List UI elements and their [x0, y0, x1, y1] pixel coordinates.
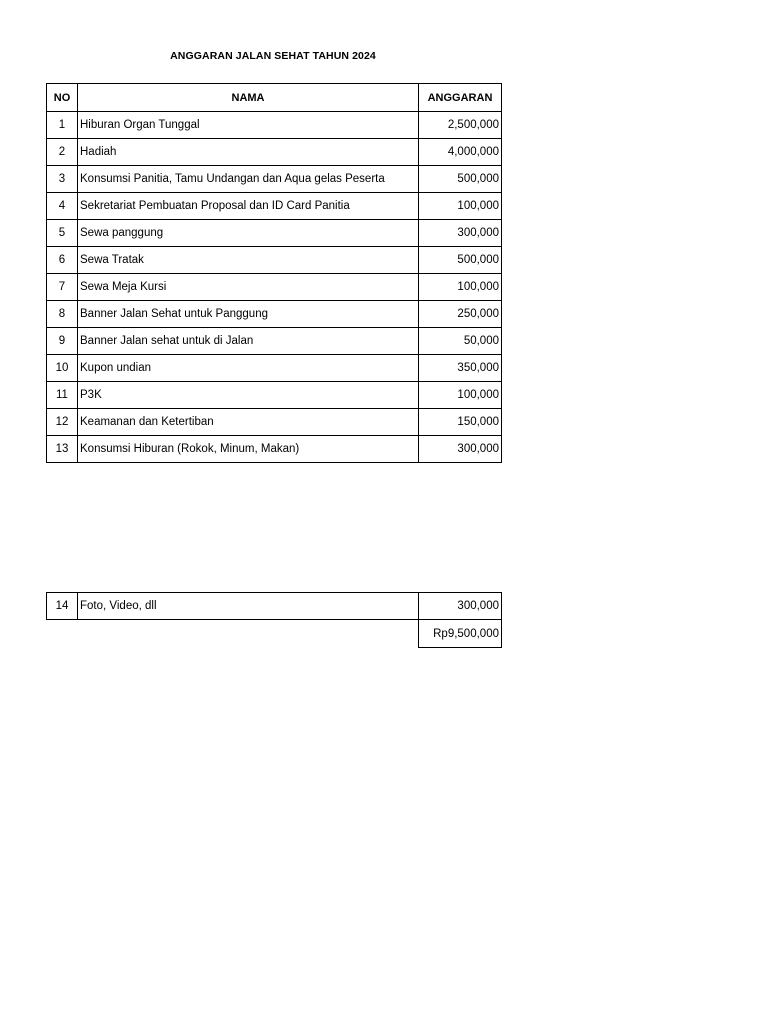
- row-no: 3: [47, 166, 78, 193]
- table-row: [47, 193, 502, 220]
- table-row: [47, 112, 502, 139]
- row-no: 4: [47, 193, 78, 220]
- row-nama: Banner Jalan Sehat untuk Panggung: [78, 301, 419, 328]
- row-anggaran: 350,000: [419, 355, 502, 382]
- extra-table: [46, 592, 502, 648]
- row-no: 5: [47, 220, 78, 247]
- row-anggaran: 2,500,000: [419, 112, 502, 139]
- row-anggaran: 150,000: [419, 409, 502, 436]
- header-anggaran: ANGGARAN: [419, 84, 502, 112]
- row-anggaran: 100,000: [419, 274, 502, 301]
- budget-table: [46, 83, 502, 463]
- row-anggaran: 300,000: [419, 593, 502, 620]
- total-row: [47, 620, 502, 648]
- row-no: 13: [47, 436, 78, 463]
- table-row: [47, 328, 502, 355]
- row-nama: Hiburan Organ Tunggal: [78, 112, 419, 139]
- table-row: [47, 301, 502, 328]
- table-row: [47, 166, 502, 193]
- blank-cell: [78, 620, 419, 648]
- row-anggaran: 4,000,000: [419, 139, 502, 166]
- row-nama: Sewa Meja Kursi: [78, 274, 419, 301]
- row-anggaran: 250,000: [419, 301, 502, 328]
- row-nama: Konsumsi Panitia, Tamu Undangan dan Aqua gelas Peserta: [78, 166, 419, 193]
- row-nama: Sewa Tratak: [78, 247, 419, 274]
- table-row: [47, 409, 502, 436]
- row-nama: P3K: [78, 382, 419, 409]
- blank-cell: [47, 620, 78, 648]
- row-nama: Banner Jalan sehat untuk di Jalan: [78, 328, 419, 355]
- row-no: 11: [47, 382, 78, 409]
- row-nama: Kupon undian: [78, 355, 419, 382]
- table-row: [47, 382, 502, 409]
- row-anggaran: 100,000: [419, 193, 502, 220]
- row-nama: Keamanan dan Ketertiban: [78, 409, 419, 436]
- row-no: 7: [47, 274, 78, 301]
- row-anggaran: 300,000: [419, 220, 502, 247]
- total-amount: Rp9,500,000: [419, 620, 502, 648]
- row-anggaran: 100,000: [419, 382, 502, 409]
- table-header-row: [47, 84, 502, 112]
- header-no: NO: [47, 84, 78, 112]
- table-row: [47, 355, 502, 382]
- table-row: [47, 593, 502, 620]
- row-no: 9: [47, 328, 78, 355]
- row-nama: Konsumsi Hiburan (Rokok, Minum, Makan): [78, 436, 419, 463]
- row-anggaran: 500,000: [419, 247, 502, 274]
- table-row: [47, 247, 502, 274]
- row-no: 14: [47, 593, 78, 620]
- table-row: [47, 220, 502, 247]
- row-nama: Hadiah: [78, 139, 419, 166]
- document-title: ANGGARAN JALAN SEHAT TAHUN 2024: [170, 50, 376, 62]
- row-no: 10: [47, 355, 78, 382]
- row-no: 6: [47, 247, 78, 274]
- row-nama: Sewa panggung: [78, 220, 419, 247]
- table-row: [47, 274, 502, 301]
- table-row: [47, 139, 502, 166]
- row-anggaran: 300,000: [419, 436, 502, 463]
- row-no: 2: [47, 139, 78, 166]
- row-nama: Sekretariat Pembuatan Proposal dan ID Card Panitia: [78, 193, 419, 220]
- header-nama: NAMA: [78, 84, 419, 112]
- row-anggaran: 500,000: [419, 166, 502, 193]
- row-no: 12: [47, 409, 78, 436]
- table-row: [47, 436, 502, 463]
- row-nama: Foto, Video, dll: [78, 593, 419, 620]
- row-anggaran: 50,000: [419, 328, 502, 355]
- row-no: 1: [47, 112, 78, 139]
- row-no: 8: [47, 301, 78, 328]
